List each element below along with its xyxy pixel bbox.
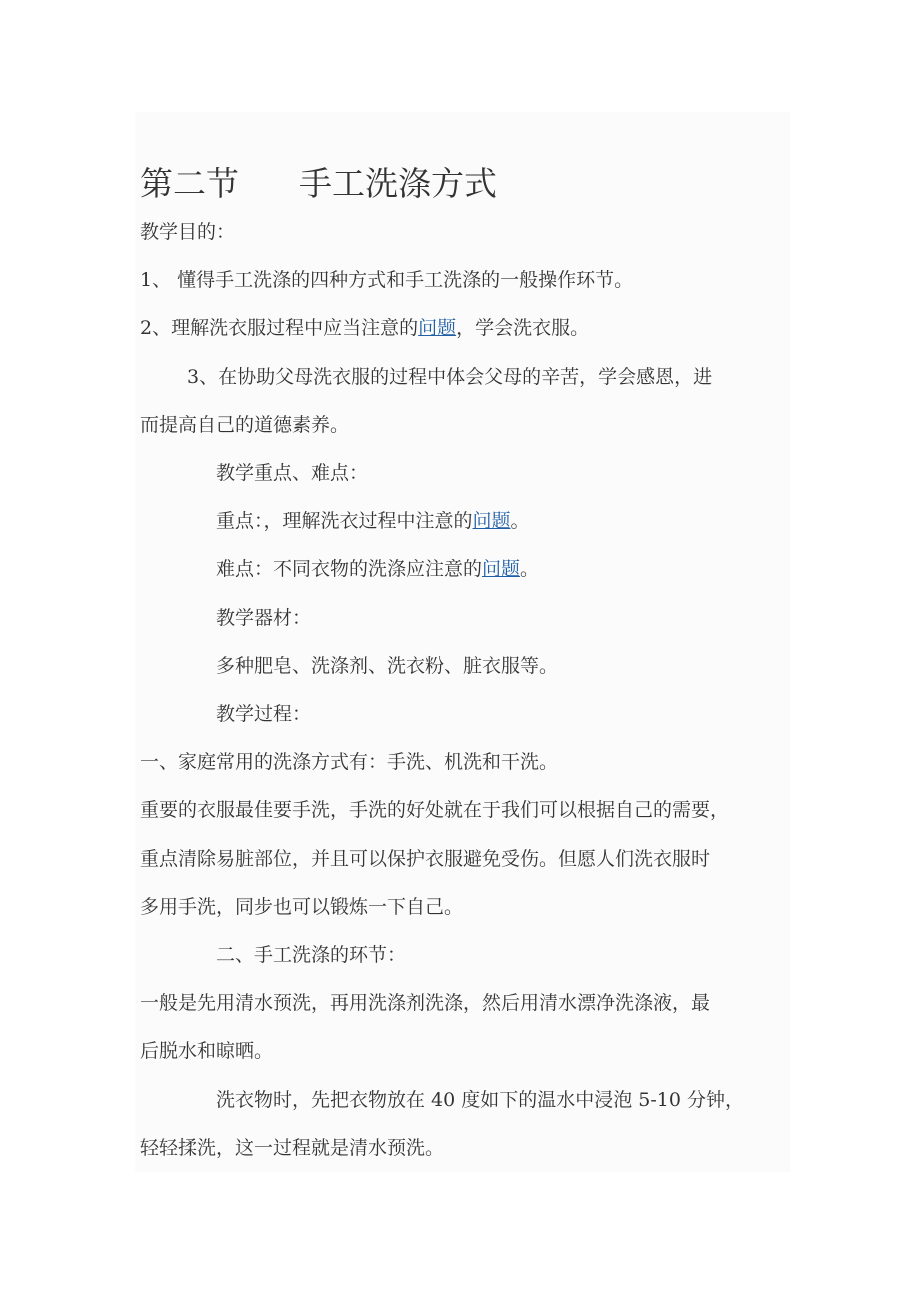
objective-3-line-1: 3、在协助父母洗衣服的过程中体会父母的辛苦，学会感恩，进 <box>187 366 713 388</box>
section-2-paragraph-line-3: 洗衣物时，先把衣物放在 40 度如下的温水中浸泡 5-10 分钟， <box>216 1089 745 1111</box>
difficulty-point-text-end: 。 <box>520 558 540 580</box>
materials-list: 多种肥皂、洗涤剂、洗衣粉、脏衣服等。 <box>216 655 559 677</box>
objective-2-text-end: ，学会洗衣服。 <box>456 317 590 339</box>
difficulty-point-text: 难点：不同衣物的洗涤应注意的 <box>216 558 483 580</box>
difficulty-point <box>216 554 876 584</box>
objective-3-line-2: 而提高自己的道德素养。 <box>140 414 350 436</box>
objectives-heading: 教学目的： <box>140 221 236 243</box>
title-section-name: 手工洗涤方式 <box>299 164 497 203</box>
focus-point <box>216 506 876 536</box>
focus-point-text: 重点：，理解洗衣过程中注意的 <box>216 510 473 532</box>
problem-link[interactable]: 问题 <box>418 317 457 339</box>
section-1-paragraph-line-2: 重点清除易脏部位，并且可以保护衣服避免受伤。但愿人们洗衣服时 <box>140 848 711 870</box>
section-1-heading: 一、家庭常用的洗涤方式有：手洗、机洗和干洗。 <box>140 751 559 773</box>
section-title <box>140 162 497 206</box>
focus-heading: 教学重点、难点： <box>216 462 369 484</box>
section-2-paragraph-line-4: 轻轻揉洗，这一过程就是清水预洗。 <box>140 1137 445 1159</box>
title-section-number: 第二节 <box>140 164 239 203</box>
objective-2 <box>140 313 800 343</box>
section-2-paragraph-line-2: 后脱水和晾晒。 <box>140 1040 274 1062</box>
problem-link[interactable]: 问题 <box>472 510 511 532</box>
objective-1: 1、 懂得手工洗涤的四种方式和手工洗涤的一般操作环节。 <box>140 269 634 291</box>
section-2-heading: 二、手工洗涤的环节： <box>216 944 407 966</box>
objective-2-text: 2、理解洗衣服过程中应当注意的 <box>140 317 419 339</box>
section-1-paragraph-line-1: 重要的衣服最佳要手洗，手洗的好处就在于我们可以根据自己的需要， <box>140 799 730 821</box>
section-1-paragraph-line-3: 多用手洗，同步也可以锻炼一下自己。 <box>140 896 464 918</box>
section-2-paragraph-line-1: 一般是先用清水预洗，再用洗涤剂洗涤，然后用清水漂净洗涤液，最 <box>140 992 711 1014</box>
materials-heading: 教学器材： <box>216 607 312 629</box>
process-heading: 教学过程： <box>216 703 312 725</box>
problem-link[interactable]: 问题 <box>482 558 521 580</box>
focus-point-text-end: 。 <box>510 510 530 532</box>
